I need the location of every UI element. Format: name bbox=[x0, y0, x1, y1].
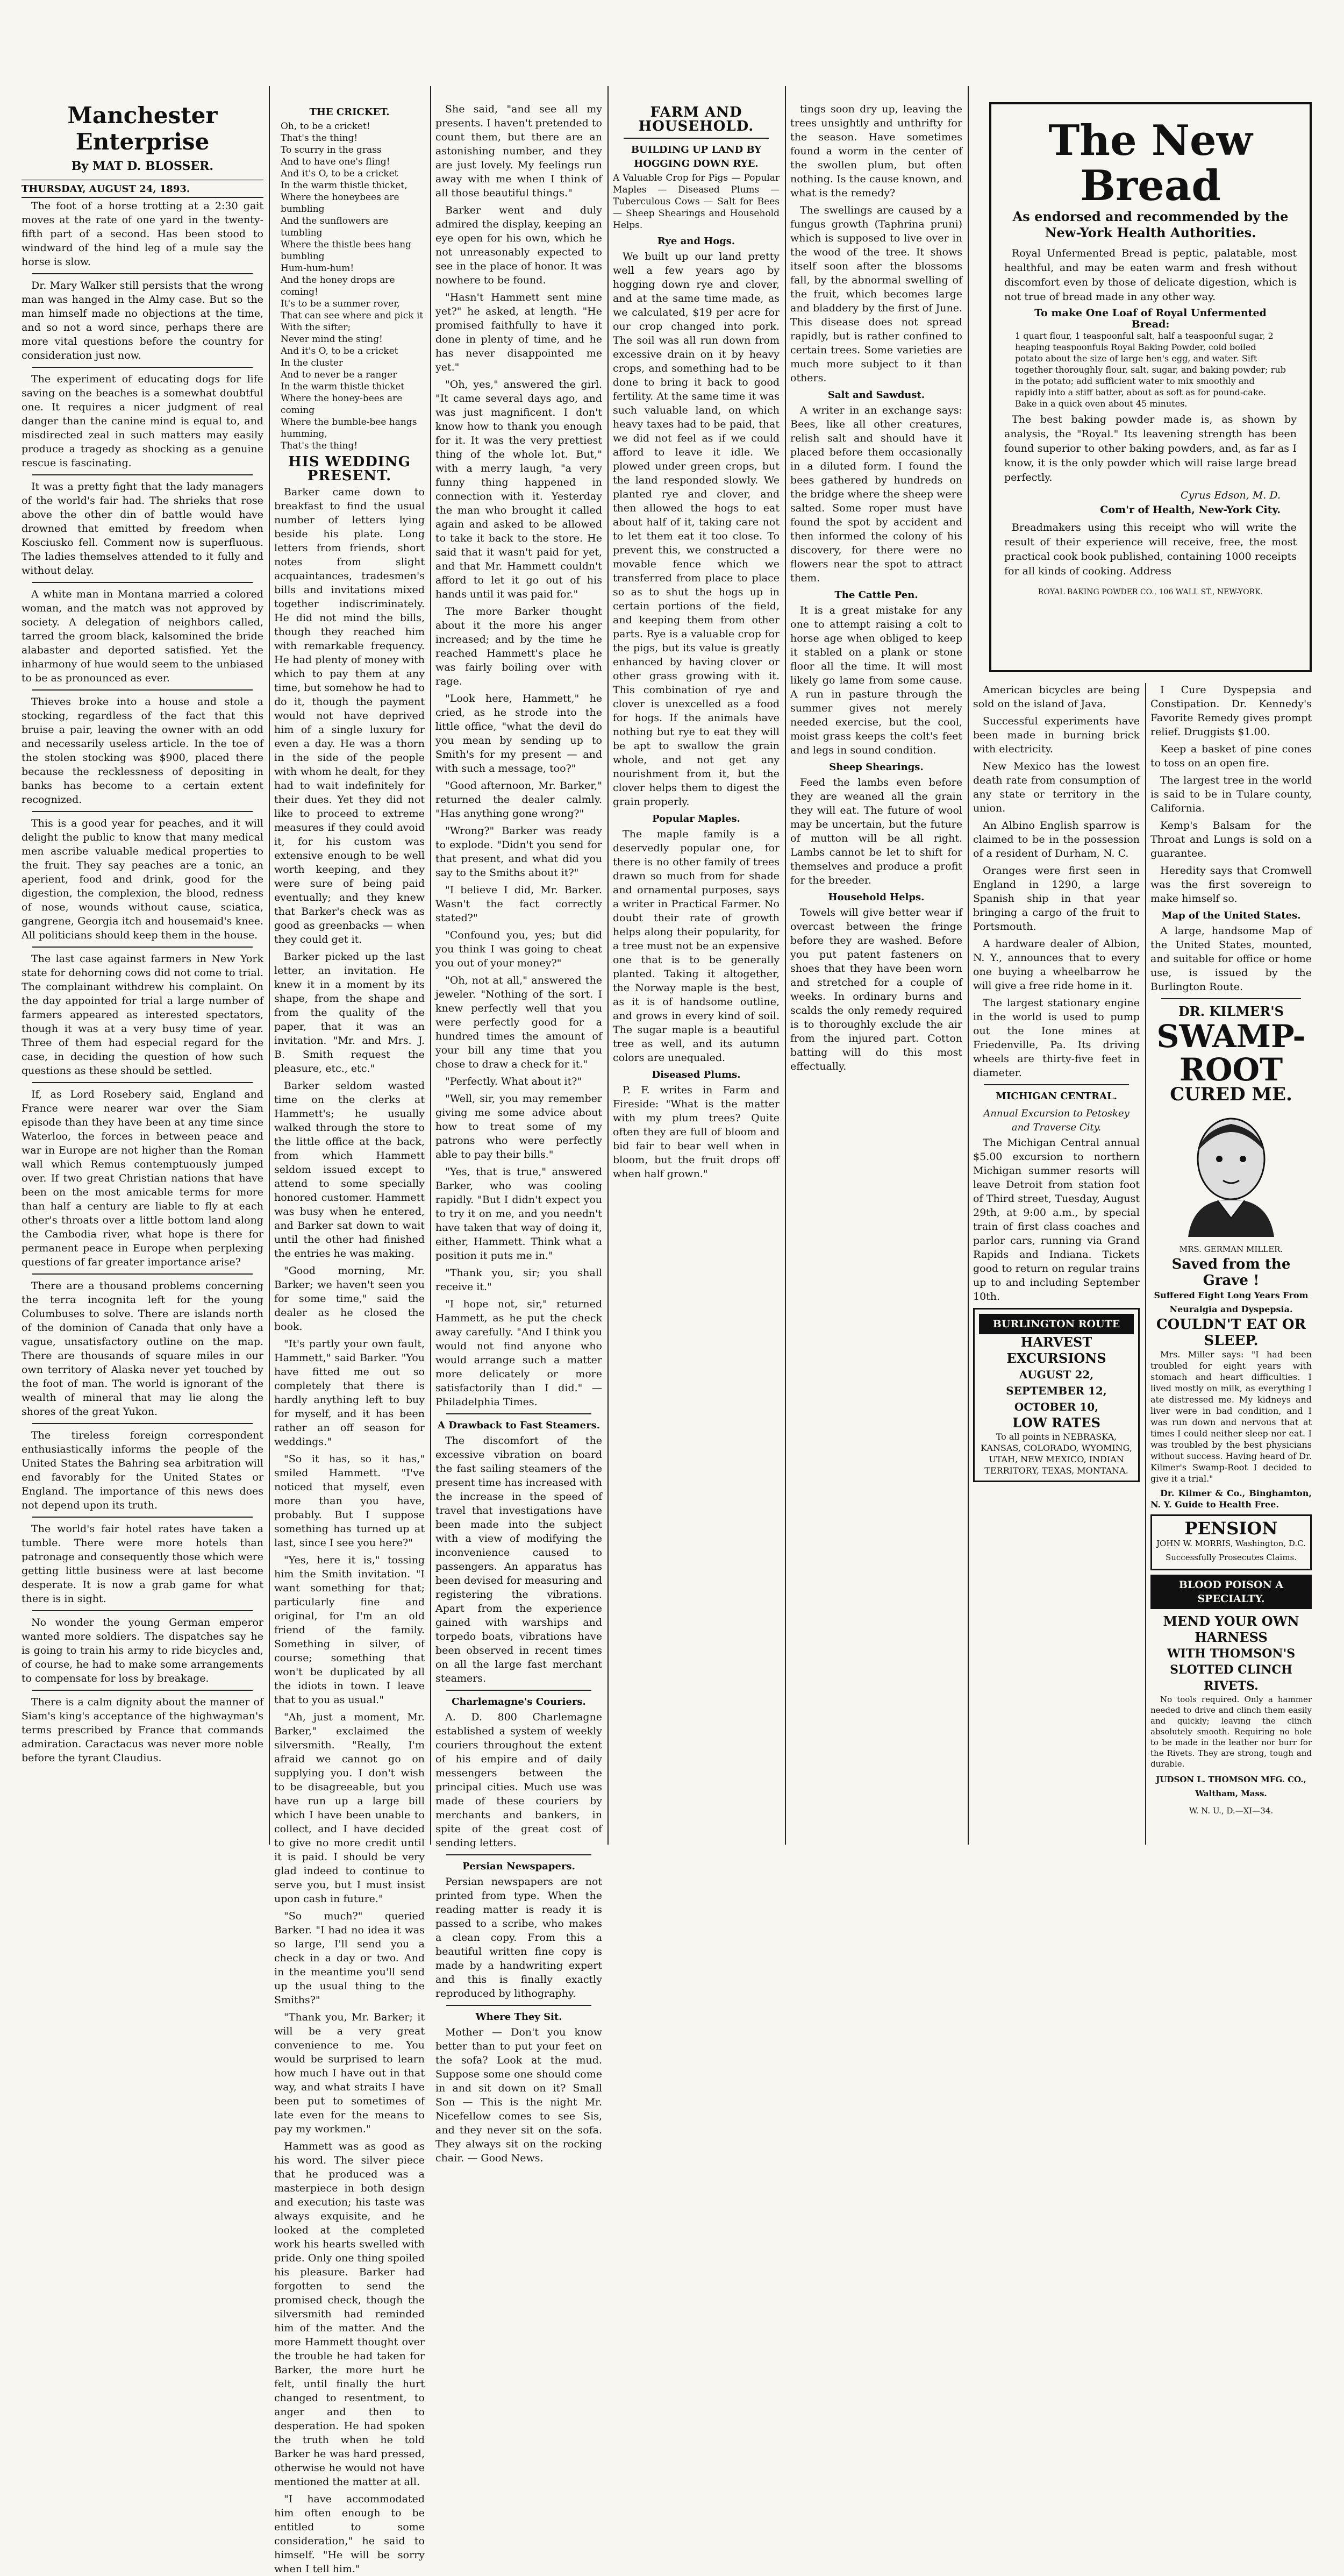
paragraph: It was a pretty fight that the lady managers of the world's fair had. The shrieks that rose above the other din of battle would have drowned that emitted by freedom when Kosciusko fell. Comment now is superfluous. The ladies themselves attended to it fully and without delay. bbox=[22, 481, 263, 577]
testimonial: Mrs. Miller says: "I had been troubled for eight years with stomach and heart difficulties. I lived mostly on milk, as everything I ate distressed me. My kidneys and liver were in bad condition, and I was run down and nervous that at times I could neither sleep nor eat. I was troubled by the best physicians without success. Having heard of Dr. Kilmer's Swamp-Root I decided to give it a trial." bbox=[1150, 1349, 1312, 1484]
section-title: Persian Newspapers. bbox=[462, 1861, 575, 1872]
poem-line: That's the thing! bbox=[281, 133, 358, 144]
paragraph: A white man in Montana married a colored woman, and the match was not approved by society. A delegation of neighbors called, tarred the groom black, kalsomined the bride alabaster and deported satisfied. Yet the inharmony of hue would seem to the unbiased to be as pronounced as ever. bbox=[22, 588, 263, 684]
recipe-heading: To make One Loaf of Royal Unfermented Bread: bbox=[1034, 307, 1267, 330]
paragraph: The foot of a horse trotting at a 2:30 gait moves at the rate of one yard in the twenty-fifth part of a second. Has been stood to windward of the hind leg of a mule say the horse is slow. bbox=[22, 200, 263, 268]
paragraph: If, as Lord Rosebery said, England and France were nearer war over the Siam episode than they have been at any time since Waterloo, the forces in between peace and war in Europe are not higher than the Roman wall which Remus contemptuously jumped over. If two great Christian nations that have been on the most amicable terms for more than half a century are liable to fly at each other's throats over a little bottom land along the Cambodia river, what hope is there for permanent peace in Europe when perplexing questions of far greater importance arise? bbox=[22, 1088, 263, 1268]
poem-line: In the warm thistle thicket, bbox=[281, 180, 408, 191]
poem bbox=[274, 120, 425, 452]
paragraph: "Yes, that is true," answered Barker, who was cooling rapidly. "But I didn't expect you to try it on me, and you needn't have taken that way of doing it, either, Hammett. Think what a position it puts me in." bbox=[435, 1166, 602, 1262]
section-subheader: BUILDING UP LAND BY HOGGING DOWN RYE. bbox=[631, 144, 762, 169]
paragraph: "Look here, Hammett," he cried, as he strode into the little office, "what the devil do you mean by sending up to Smith's for my present — and with such a message, too?" bbox=[435, 693, 602, 774]
portrait-caption: MRS. GERMAN MILLER. bbox=[1179, 1244, 1283, 1254]
column-rule bbox=[785, 86, 786, 1845]
newspaper-title: Manchester Enterprise bbox=[67, 102, 218, 155]
column-farm bbox=[613, 102, 780, 1839]
paragraph: There are a thousand problems concerning the terra incognita left for the young Columbuses to solve. There are islands north of the dominion of Canada that only have a vague, unsatisfactory outline on the map. There are thousands of square miles in our own territory of Alaska never yet touched by the foot of man. The world is ignorant of the wealth of mineral that may lie along the shores of the great Yukon. bbox=[22, 1280, 263, 1418]
poem-line: To scurry in the grass bbox=[281, 145, 382, 155]
note-item: An Albino English sparrow is claimed to be in the possession of a resident of Durham, N. C. bbox=[973, 820, 1140, 859]
section-title: Popular Maples. bbox=[652, 813, 740, 824]
ad-intro: Royal Unfermented Bread is peptic, palatable, most healthful, and may be eaten warm and fresh without discomfort even by those of delicate digestion, which is not true of bread made in any other way. bbox=[1004, 247, 1297, 303]
guide: Dr. Kilmer & Co., Binghamton, N. Y. Guide to Health Free. bbox=[1150, 1488, 1312, 1510]
note-item: Kemp's Balsam for the Throat and Lungs is sold on a guarantee. bbox=[1150, 820, 1312, 859]
paragraph: Barker went and duly admired the display, keeping an eye open for his own, which he not unreasonably expected to see in the place of honor. It was nowhere to be found. bbox=[435, 204, 602, 286]
harness-title: MEND YOUR OWN HARNESS bbox=[1163, 1613, 1299, 1645]
section-title: MICHIGAN CENTRAL. bbox=[996, 1091, 1117, 1102]
note-item: I Cure Dyspepsia and Constipation. Dr. Kennedy's Favorite Remedy gives prompt relief. Druggists $1.00. bbox=[1150, 684, 1312, 738]
paragraph: "Good morning, Mr. Barker; we haven't seen you for some time," said the dealer as he closed the book. bbox=[274, 1265, 425, 1333]
column-rule bbox=[1145, 683, 1146, 1845]
column-story bbox=[274, 102, 425, 2575]
pension-title: PENSION bbox=[1184, 1518, 1278, 1539]
signature-title: Com'r of Health, New-York City. bbox=[1100, 504, 1281, 516]
poem-line: Oh, to be a cricket! bbox=[281, 121, 370, 132]
harvest-rates: LOW RATES bbox=[1012, 1415, 1100, 1431]
paragraph: This is a good year for peaches, and it will delight the public to know that many medical men ascribe valuable medical properties to the fruit. They say peaches are a tonic, an aperient, food and drink, good for the digestion, the complexion, the blood, redness of nose, wounds without cause, sciatica, gangrene, Georgia itch and housemaid's knee. All politicians should keep them in the house. bbox=[22, 817, 263, 941]
swamp-sub: CURED ME. bbox=[1170, 1084, 1292, 1105]
paragraph: The world's fair hotel rates have taken a tumble. There were more hotels than patronage and consequently those which were getting little business were at last become desperate. It is now a grab game for what there is in sight. bbox=[22, 1523, 263, 1605]
paragraph: "Confound you, yes; but did you think I was going to cheat you out of your money?" bbox=[435, 929, 602, 969]
recipe-text: 1 quart flour, 1 teaspoonful salt, half a teaspoonful sugar, 2 heaping teaspoonfuls Royal Baking Powder, cold boiled potato about the size of large hen's egg, and water. Sift together thoroughly flour, salt, sugar, and baking powder; rub in the potato; add sufficient water to mix smoothly and rapidly into a stiff batter, about as soft as for pound-cake. Bake in a quick oven about 45 minutes. bbox=[1015, 331, 1286, 409]
column-story-cont bbox=[435, 102, 602, 2164]
poem-line: With the sifter; bbox=[281, 322, 351, 333]
poem-line: And the honey drops are coming! bbox=[281, 275, 395, 297]
paragraph: No wonder the young German emperor wanted more soldiers. The dispatches say he is going to train his army to ride bicycles and, of course, he had to make some arrangements to compensate for loss by breakage. bbox=[22, 1617, 263, 1684]
harness-maker: JUDSON L. THOMSON MFG. CO., Waltham, Mass. bbox=[1156, 1775, 1306, 1798]
harness-text: WITH THOMSON'S SLOTTED CLINCH RIVETS. bbox=[1167, 1647, 1296, 1693]
paragraph: She said, "and see all my presents. I haven't pretended to count them, but there are an astonishing number, and they are just lovely. My feelings run away with me when I think of all those beautiful things." bbox=[435, 103, 602, 199]
poem-line: And the sunflowers are tumbling bbox=[281, 216, 389, 238]
summary: A Valuable Crop for Pigs — Popular Maples — Diseased Plums — Tuberculous Cows — Salt for Bees — Sheep Shearings and Household Helps. bbox=[613, 173, 780, 231]
note-item: New Mexico has the lowest death rate from consumption of any state or territory in the union. bbox=[973, 760, 1140, 814]
note-item: Keep a basket of pine cones to toss on an open fire. bbox=[1150, 743, 1312, 769]
paragraph: We built up our land pretty well a few years ago by hogging down rye and clover, and at the same time made, as we calculated, $19 per acre for our crop changed into pork. The soil was all run down from excessive drain on it by heavy crops, and something had to be done to bring it back to good fertility. At the same time it was such valuable land, on which heavy taxes had to be paid, that we did not feel as if we could afford to leave it idle. We plowed under green crops, but the land responded slowly. We planted rye and clover, and then allowed the hogs to eat about half of it, taking care not to let them eat it too close. To prevent this, we constructed a movable fence which we transferred from place to place so as to shut the hogs up in certain portions of the field, and keeping them from other parts. Rye is a valuable crop for the pigs, but its value is greatly enhanced by having clover or other grass growing with it. This combination of rye and clover is unexcelled as a food for hogs. If the animals have nothing but rye to eat they will be apt to swallow the grain whole, and not get any nourishment from it, but the clover helps them to digest the grain properly. bbox=[613, 251, 780, 808]
section-title: Where They Sit. bbox=[475, 2011, 562, 2023]
paragraph: "Thank you, Mr. Barker; it will be a very great convenience to me. You would be surprised to learn how much I have out in that way, and what straits I have been put to sometimes of late even for the means to pay my workmen." bbox=[274, 2011, 425, 2135]
poem-line: It's to be a summer rover, bbox=[281, 298, 400, 309]
paragraph: "So much?" queried Barker. "I had no idea it was so large, I'll send you a check in a day or two. And in the meantime you'll send up the usual thing to the Smiths?" bbox=[274, 1910, 425, 2006]
route-name: BURLINGTON ROUTE bbox=[979, 1314, 1134, 1334]
paragraph: "I hope not, sir," returned Hammett, as he put the check away carefully. "And I think you would not find anyone who would arrange such a matter more delicately or more satisfactorily than I did." — Philadelphia Times. bbox=[435, 1298, 602, 1408]
paragraph: "Oh, not at all," answered the jeweler. "Nothing of the sort. I knew perfectly well that you were perfectly good for a hundred times the amount of your bill any time that you chose to draw a check for it." bbox=[435, 974, 602, 1070]
note-item: Oranges were first seen in England in 1290, a large Spanish ship in that year bringing a cargo of the fruit to Portsmouth. bbox=[973, 865, 1140, 933]
poem-line: In the warm thistle thicket bbox=[281, 381, 405, 392]
column-editorials bbox=[22, 199, 263, 1839]
paragraph: "Perfectly. What about it?" bbox=[445, 1076, 582, 1087]
poem-line: Where the honeybees are bumbling bbox=[281, 192, 399, 215]
poem-line: And to have one's fling! bbox=[281, 156, 390, 167]
paragraph: Towels will give better wear if overcast between the fringe before they are washed. Before you put patent fasteners on shoes that they have been worn and stretched for a couple of weeks. In ordinary burns and scalds the only remedy required is to thoroughly exclude the air from the injured part. Cotton batting will do this most effectually. bbox=[790, 907, 962, 1072]
ad-address: ROYAL BAKING POWDER CO., 106 WALL ST., NEW-YORK. bbox=[1038, 588, 1263, 596]
paragraph: The more Barker thought about it the more his anger increased; and by the time he reached Hammett's place he was fairly boiling over with rage. bbox=[435, 606, 602, 687]
ad-title: The New Bread bbox=[1048, 116, 1253, 210]
poem-line: Where the thistle bees hang bumbling bbox=[281, 239, 412, 262]
note-item: Successful experiments have been made in burning brick with electricity. bbox=[973, 715, 1140, 755]
paragraph: The experiment of educating dogs for life saving on the beaches is a somewhat doubtful one. It requires a nicer judgment of real danger than the canine mind is equal to, and misdirected zeal in such matters may easily produce a tragedy as shocking as a genuine rescue is fascinating. bbox=[22, 373, 263, 469]
note-item: Heredity says that Cromwell was the first sovereign to make himself so. bbox=[1150, 865, 1312, 905]
paragraph: "Yes, here it is," tossing him the Smith invitation. "I want something for that; particularly fine and original, for I'm an old friend of the family. Something in silver, of course; something that won't be duplicated by all the idiots in town. I leave that to you as usual." bbox=[274, 1554, 425, 1706]
paragraph: "It's partly your own fault, Hammett," said Barker. "You have fitted me out so completely that there is hardly anything left to buy for myself, and it has been rather an off season for weddings." bbox=[274, 1338, 425, 1448]
footer-code: W. N. U., D.—XI—34. bbox=[1189, 1806, 1274, 1816]
masthead bbox=[22, 102, 263, 198]
note-item: The largest tree in the world is said to be in Tulare county, California. bbox=[1150, 774, 1312, 814]
column-notes bbox=[973, 683, 1140, 1839]
poem-line: And to never be a ranger bbox=[281, 369, 397, 380]
note-item: A hardware dealer of Albion, N. Y., announces that to every one buying a wheelbarrow he will give a free ride home in it. bbox=[973, 938, 1140, 992]
poem-line: Where the bumble-bee hangs humming, bbox=[281, 417, 417, 439]
signature: Cyrus Edson, M. D. bbox=[1180, 489, 1281, 501]
paragraph: tings soon dry up, leaving the trees unsightly and unthrifty for the season. Have sometimes found a worm in the center of the swollen plum, but often nothing. Is the cause known, and what is the remedy? bbox=[790, 103, 962, 199]
column-rule bbox=[430, 86, 431, 1845]
poem-line: That's the thing! bbox=[281, 440, 358, 451]
paragraph: The swellings are caused by a fungus growth (Taphrina pruni) which is supposed to live over in the wood of the tree. It shows itself soon after the blossoms fall, by the abnormal swelling of the fruit, which becomes large and bladdery by the first of June. This disease does not spread rapidly, but is rather confined to certain trees. Some varieties are much more subject to it than others. bbox=[790, 204, 962, 384]
story-title: HIS WEDDING PRESENT. bbox=[288, 454, 411, 484]
paragraph: The Michigan Central annual $5.00 excursion to northern Michigan summer resorts will leave Detroit from station foot of Third street, Tuesday, August 29th, at 9:00 a.m., by special train of first class coaches and parlor cars, running via Grand Rapids and Indiana. Tickets good to return on regular trains up to and including September 10th. bbox=[973, 1137, 1140, 1303]
column-ads bbox=[1150, 683, 1312, 1839]
section-title: The Cattle Pen. bbox=[834, 589, 918, 601]
paragraph: The last case against farmers in New York state for dehorning cows did not come to trial. The complainant withdrew his complaint. On the day appointed for trial a large number of farmers appeared as interested spectators, though it was at a very busy time of year. Three of them had especial regard for the case, in deciding the question of how such questions as these should be settled. bbox=[22, 953, 263, 1077]
ad-pension bbox=[1150, 1514, 1312, 1570]
newspaper-page bbox=[22, 22, 1322, 2575]
paragraph: Mother — Don't you know better than to put your feet on the sofa? Look at the mud. Suppose some one should come in and sit down on it? Small Son — This is the night Mr. Nicefellow comes to see Sis, and they never sit on the sofa. They always sit on the rocking chair. — Good News. bbox=[435, 2026, 602, 2164]
paragraph: "Well, sir, you may remember giving me some advice about how to treat some of my patrons who were perfectly able to pay their bills." bbox=[435, 1093, 602, 1161]
saved-headline: Saved from the Grave ! bbox=[1171, 1256, 1291, 1289]
section-title: Household Helps. bbox=[828, 892, 925, 903]
poem-line: In the cluster bbox=[281, 358, 343, 368]
poem-line: Never mind the sting! bbox=[281, 334, 383, 345]
harness-body: No tools required. Only a hammer needed to drive and clinch them easily and quickly; leaving the clinch absolutely smooth. Requiring no hole to be made in the leather nor burr for the Rivets. They are strong, tough and durable. bbox=[1150, 1695, 1312, 1769]
poem-title: THE CRICKET. bbox=[309, 106, 390, 118]
section-title: Charlemagne's Couriers. bbox=[452, 1696, 586, 1707]
poem-line: Hum-hum-hum! bbox=[281, 263, 354, 274]
paragraph: "So it has, so it has," smiled Hammett. "I've noticed that myself, even more than you have, probably. But I suppose something has turned up at last, since I see you here?" bbox=[274, 1453, 425, 1549]
paragraph: The tireless foreign correspondent enthusiastically informs the people of the United States the Bahring sea arbitration will end favorably for the United States or England. The importance of this news does not depend upon its truth. bbox=[22, 1429, 263, 1511]
paragraph: Barker came down to breakfast to find the usual number of letters lying beside his plate. Long letters from friends, short notes from slight acquaintances, tradesmen's bills and invitations mixed together indiscriminately. He did not mind the bills, though they reached him with remarkable frequency. He had plenty of money with which to pay them at any time, but somehow he had to do it, though the payment would not have deprived him of a single luxury for even a day. He was a thorn in the side of the people with whom he dealt, for they had to wait indefinitely for their dues. Yet they did not like to proceed to extreme measures if they could avoid it, for his custom was extensive enough to be well worth keeping, and they were sure of being paid eventually; and they knew that Barker's check was as good as greenbacks — when they could get it. bbox=[274, 486, 425, 945]
issue-date: THURSDAY, AUGUST 24, 1893. bbox=[22, 180, 263, 198]
paragraph: "I have accommodated him often enough to be entitled to some consideration," he said to himself. "He will be sorry when I tell him." bbox=[274, 2493, 425, 2575]
column-rule bbox=[607, 86, 609, 1845]
paragraph: "I believe I did, Mr. Barker. Wasn't the fact correctly stated?" bbox=[435, 884, 602, 924]
harvest-title: HARVEST EXCURSIONS bbox=[1006, 1334, 1106, 1366]
paragraph: Feed the lambs even before they are weaned all the grain they will eat. The future of wool may be uncertain, but the future of mutton will be all right. Lambs cannot be let to shift for themselves and produce a profit for the breeder. bbox=[790, 777, 962, 886]
paragraph: Hammett was as good as his word. The silver piece that he produced was a masterpiece in both design and execution; his taste was always exquisite, and he looked at the completed work his hearts swelled with pride. Only one thing spoiled his pleasure. Barker had forgotten to send the promised check, though the silversmith had reminded him of the matter. And the more Hammett thought over the trouble he had taken for Barker, the more hurt he felt, until finally the hurt changed to resentment, to anger and then to desperation. He had spoken the truth when he told Barker he was hard pressed, otherwise he would not have mentioned the matter at all. bbox=[274, 2140, 425, 2488]
recipe bbox=[1015, 308, 1286, 409]
paragraph: "Good afternoon, Mr. Barker," returned the dealer calmly. "Has anything gone wrong?" bbox=[435, 780, 602, 820]
poem-line: Where the honey-bees are coming bbox=[281, 393, 403, 416]
suffered-line: Suffered Eight Long Years From Neuralgia and Dyspepsia. bbox=[1154, 1290, 1309, 1314]
paragraph: "Thank you, sir; you shall receive it." bbox=[435, 1267, 602, 1293]
column-rule bbox=[269, 86, 270, 1845]
note-item: American bicycles are being sold on the island of Java. bbox=[973, 684, 1140, 710]
paragraph: Persian newspapers are not printed from type. When the reading matter is ready it is passed to a scribe, who makes a clean copy. From this a beautiful written fine copy is made by a handwriting expert and this is finally exactly reproduced by lithography. bbox=[435, 1876, 602, 1999]
column-rule bbox=[968, 86, 969, 1845]
paragraph: A writer in an exchange says: Bees, like all other creatures, relish salt and should have it placed before them occasionally in a diluted form. I found the bees gathered by hundreds on the bridge where the sheep were salted. Some roper must have found the spot by accident and then informed the colony of his discovery, for there were no flowers near the spot to attract them. bbox=[790, 404, 962, 584]
section-title: Salt and Sawdust. bbox=[827, 389, 925, 401]
ad-note: The best baking powder made is, as shown by analysis, the "Royal." Its leavening strength has been found superior to other baking powders, and, as far as I know, it is the only powder which will raise large bread perfectly. bbox=[1004, 414, 1297, 483]
paragraph: The maple family is a deservedly popular one, for there is no other family of trees drawn so much from for shade and ornamental purposes, says a writer in Practical Farmer. No doubt their rate of growth helps along their popularity, for a tree must not be an expensive one that is to be generally planted. Taking it altogether, the Norway maple is the best, as it is of handsome outline, and grows in every kind of soil. The sugar maple is a beautiful tree as well, and its autumn colors are unequaled. bbox=[613, 828, 780, 1064]
paragraph: "Hasn't Hammett sent mine yet?" he asked, at length. "He promised faithfully to have it done in plenty of time, and he has never disappointed me yet." bbox=[435, 291, 602, 373]
section-subtitle: Annual Excursion to Petoskey and Traverse City. bbox=[983, 1108, 1129, 1133]
harvest-text: To all points in NEBRASKA, KANSAS, COLORADO, WYOMING, UTAH, NEW MEXICO, INDIAN TERRITORY, TEXAS, MONTANA. bbox=[981, 1432, 1132, 1476]
paragraph: Thieves broke into a house and stole a stocking, regardless of the fact that this bruise a pair, leaving the owner with an odd and necessarily useless article. In the toe of the stolen stocking was $900, placed there because the recklessness of depositing in banks has become to a certain extent recognized. bbox=[22, 696, 263, 806]
paragraph: Dr. Mary Walker still persists that the wrong man was hanged in the Almy case. But so the man himself made no objections at the time, and so not a word since, perhaps there are more vital questions before the country for consideration just now. bbox=[22, 280, 263, 361]
paragraph: Barker seldom wasted time on the clerks at Hammett's; he usually walked through the store to the little office at the back, from which Hammett seldom issued except to attend to some specially honored customer. Hammett was busy when he entered, and Barker sat down to wait until the other had finished the entries he was making. bbox=[274, 1080, 425, 1259]
swamp-title: SWAMP-ROOT bbox=[1156, 1018, 1306, 1088]
paragraph: P. F. writes in Farm and Fireside: "What is the matter with my plum trees? Quite often they are full of bloom and bid fair to bear well when in bloom, but the fruit drops off when half grown." bbox=[613, 1084, 780, 1180]
section-title: Diseased Plums. bbox=[652, 1069, 741, 1080]
section-header: FARM AND HOUSEHOLD. bbox=[638, 104, 754, 134]
harvest-dates: AUGUST 22, SEPTEMBER 12, OCTOBER 10, bbox=[1006, 1368, 1107, 1413]
section-title: Sheep Shearings. bbox=[829, 762, 924, 773]
poem-line: That can see where and pick it bbox=[281, 310, 424, 321]
paragraph: It is a great mistake for any one to attempt raising a colt to horse age when obliged to keep it stabled on a plank or stone floor all the time. It will most likely go lame from some cause. A run in pasture through the summer gives not merely needed exercise, but the cool, moist grass keeps the colt's feet and legs in sound condition. bbox=[790, 604, 962, 756]
ad-footer: Breadmakers using this receipt who will write the result of their experience will receive, free, the most practical cook book published, containing 1000 receipts for all kinds of cooking. Address bbox=[1004, 522, 1297, 577]
couldnt-headline: COULDN'T EAT OR SLEEP. bbox=[1156, 1317, 1306, 1349]
paragraph: Barker picked up the last letter, an invitation. He knew it in a moment by its shape, from the shape and from the quality of the paper, that it was an invitation. "Mr. and Mrs. J. B. Smith request the pleasure, etc., etc." bbox=[274, 951, 425, 1074]
ad-subtitle: As endorsed and recommended by the New-York Health Authorities. bbox=[1012, 209, 1289, 240]
paragraph: A large, handsome Map of the United States, mounted, and suitable for office or home use, is issued by the Burlington Route. bbox=[1150, 925, 1312, 993]
column-farm-cont bbox=[790, 102, 962, 1839]
ad-harvest bbox=[973, 1308, 1140, 1482]
section-title: Map of the United States. bbox=[1161, 910, 1301, 921]
poem-line: And it's O, to be a cricket bbox=[281, 168, 398, 179]
section-title: Rye and Hogs. bbox=[657, 236, 735, 247]
swamp-header: DR. KILMER'S bbox=[1178, 1004, 1284, 1019]
portrait-icon bbox=[1172, 1108, 1290, 1237]
paragraph: A. D. 800 Charlemagne established a system of weekly couriers throughout the extent of his empire and of daily messengers between the principal cities. Much use was made of these couriers by merchants and bankers, in spite of the great cost of sending letters. bbox=[435, 1711, 602, 1849]
publisher: By MAT D. BLOSSER. bbox=[71, 159, 214, 173]
pension-text: JOHN W. MORRIS, Washington, D.C. Successfully Prosecutes Claims. bbox=[1156, 1539, 1306, 1562]
paragraph: "Oh, yes," answered the girl. "It came several days ago, and was just magnificent. I don't know how to thank you enough for it. It was the very prettiest thing of the whole lot. But," with a merry laugh, "a very funny thing happened in connection with it. Yesterday the man who brought it called again and asked to be allowed to take it back to the store. He said that it wasn't paid for yet, and that Mr. Hammett couldn't afford to let it go out of his hands until it was paid for." bbox=[435, 379, 602, 600]
ad-new-bread bbox=[989, 102, 1312, 672]
paragraph: "Wrong?" Barker was ready to explode. "Didn't you send for that present, and what did you say to the Smiths about it?" bbox=[435, 825, 602, 879]
blood-ad: BLOOD POISON A SPECIALTY. bbox=[1150, 1575, 1312, 1609]
note-item: The largest stationary engine in the world is used to pump out the Ione mines at Friedenville, Pa. Its driving wheels are thirty-five feet in diameter. bbox=[973, 997, 1140, 1079]
section-title: A Drawback to Fast Steamers. bbox=[437, 1420, 600, 1431]
paragraph: "Ah, just a moment, Mr. Barker," exclaimed the silversmith. "Really, I'm afraid we cannot go on supplying you. I don't wish to be disagreeable, but you have run up a large bill which I have been unable to collect, and I have decided to give no more credit until it is paid. I should be very glad indeed to continue to serve you, but I must insist upon cash in future." bbox=[274, 1711, 425, 1905]
poem-line: And it's O, to be a cricket bbox=[281, 346, 398, 357]
paragraph: The discomfort of the excessive vibration on board the fast sailing steamers of the present time has increased with the increase in the speed of travel that investigations have been made into the subject with a view of modifying the inconvenience caused to passengers. An apparatus has been devised for measuring and registering the vibrations. Apart from the experience gained with warships and torpedo boats, vibrations have been observed in recent times on all the large fast merchant steamers. bbox=[435, 1435, 602, 1684]
paragraph: There is a calm dignity about the manner of Siam's king's acceptance of the highwayman's terms prescribed by France that commands admiration. Caractacus was never more noble before the tyrant Claudius. bbox=[22, 1696, 263, 1764]
